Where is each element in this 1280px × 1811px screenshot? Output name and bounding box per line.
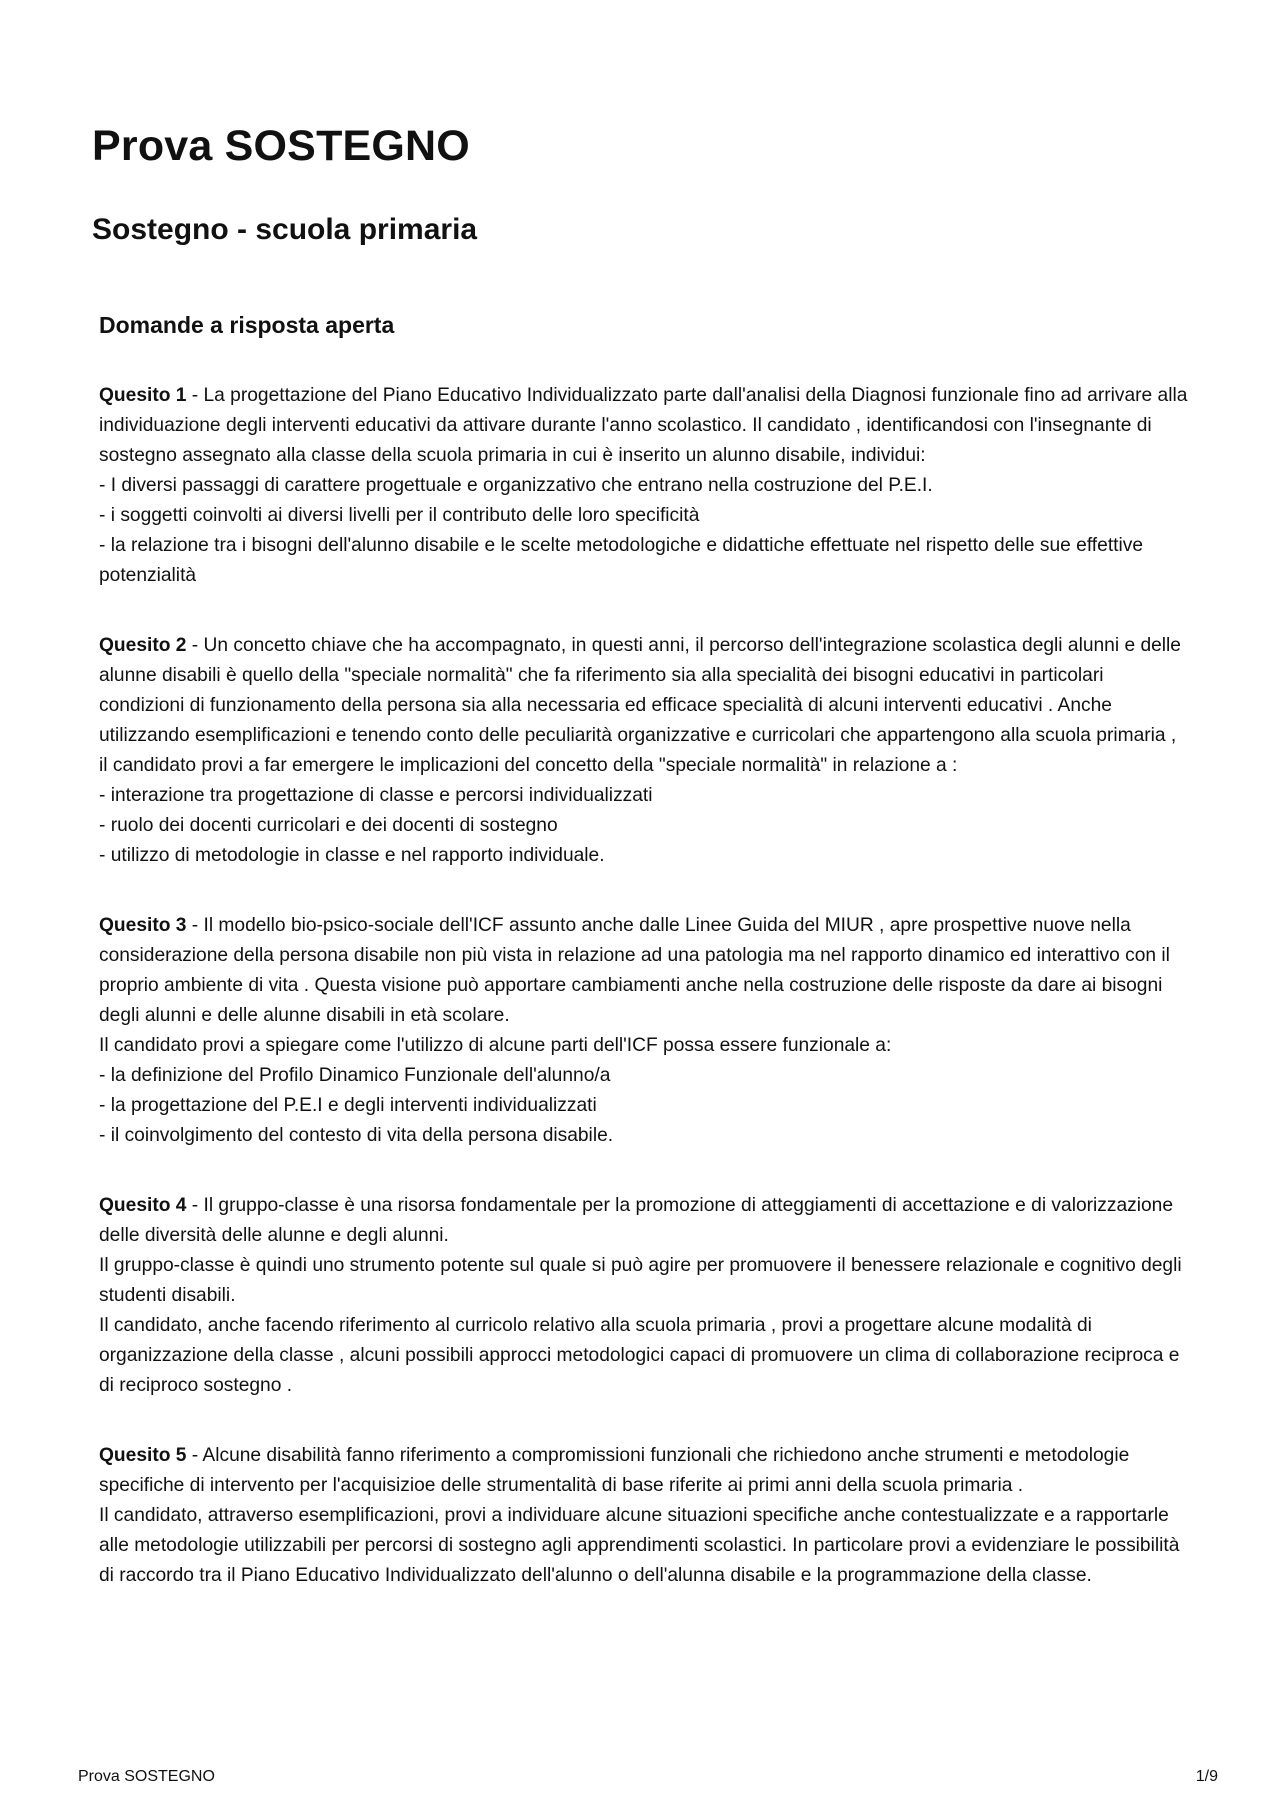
footer-document-title: Prova SOSTEGNO xyxy=(78,1768,215,1785)
question-line: Il candidato, attraverso esemplificazioni, provi a individuare alcune situazioni specifiche anche contestualizzate e a rapportarle alle metodologie utilizzabili per percorsi di sostegno agli apprendimenti scolastici. In particolare provi a evidenziare le possibilità di raccordo tra il Piano Educativo Individualizzato dell'alunno o dell'alunna disabile e la programmazione della classe. xyxy=(99,1505,1180,1586)
question-text: - Alcune disabilità fanno riferimento a compromissioni funzionali che richiedono anche strumenti e metodologie specifiche di intervento per l'acquisizioe delle strumentalità di base riferite ai primi anni della scuola primaria . xyxy=(99,1445,1130,1496)
question-label: Quesito 5 xyxy=(99,1445,187,1466)
question-text: - Un concetto chiave che ha accompagnato, in questi anni, il percorso dell'integrazione scolastica degli alunni e delle alunne disabili è quello della "speciale normalità" che fa riferimento sia alla specialità dei bisogni educativi in particolari condizioni di funzionamento della persona sia alla necessaria ed efficace specialità di alcuni interventi educativi . Anche utilizzando esemplificazioni e tenendo conto delle peculiarità organizzative e curricolari che appartengono alla scuola primaria , il candidato provi a far emergere le implicazioni del concetto della "speciale normalità" in relazione a : xyxy=(99,635,1181,776)
question-line: - la definizione del Profilo Dinamico Funzionale dell'alunno/a xyxy=(99,1065,611,1086)
question-label: Quesito 3 xyxy=(99,915,187,936)
footer-page-number: 1/9 xyxy=(1195,1768,1218,1785)
question-line: Il gruppo-classe è quindi uno strumento potente sul quale si può agire per promuovere il benessere relazionale e cognitivo degli studenti disabili. xyxy=(99,1255,1182,1306)
question-line: - interazione tra progettazione di classe e percorsi individualizzati xyxy=(99,785,653,806)
questions-list xyxy=(99,381,1189,1631)
section-heading: Domande a risposta aperta xyxy=(99,312,395,338)
question-line: - ruolo dei docenti curricolari e dei docenti di sostegno xyxy=(99,815,558,836)
question-4 xyxy=(99,1191,1189,1401)
question-text: - La progettazione del Piano Educativo Individualizzato parte dall'analisi della Diagnosi funzionale fino ad arrivare alla individuazione degli interventi educativi da attivare durante l'anno scolastico. Il candidato , identificandosi con l'insegnante di sostegno assegnato alla classe della scuola primaria in cui è inserito un alunno disabile, individui: xyxy=(99,385,1188,466)
question-line: - la progettazione del P.E.I e degli interventi individualizzati xyxy=(99,1095,597,1116)
document-title: Prova SOSTEGNO xyxy=(92,122,470,170)
question-line: Il candidato, anche facendo riferimento al curricolo relativo alla scuola primaria , provi a progettare alcune modalità di organizzazione della classe , alcuni possibili approcci metodologici capaci di promuovere un clima di collaborazione reciproca e di reciproco sostegno . xyxy=(99,1315,1180,1396)
question-text: - Il modello bio-psico-sociale dell'ICF assunto anche dalle Linee Guida del MIUR , apre prospettive nuove nella considerazione della persona disabile non più vista in relazione ad una patologia ma nel rapporto dinamico ed interattivo con il proprio ambiente di vita . Questa visione può apportare cambiamenti anche nella costruzione delle risposte da dare ai bisogni degli alunni e delle alunne disabili in età scolare. xyxy=(99,915,1170,1026)
question-line: - la relazione tra i bisogni dell'alunno disabile e le scelte metodologiche e didattiche effettuate nel rispetto delle sue effettive potenzialità xyxy=(99,535,1144,586)
question-3 xyxy=(99,911,1189,1151)
question-2 xyxy=(99,631,1189,871)
question-text: - Il gruppo-classe è una risorsa fondamentale per la promozione di atteggiamenti di accettazione e di valorizzazione delle diversità delle alunne e degli alunni. xyxy=(99,1195,1174,1246)
question-line: Il candidato provi a spiegare come l'utilizzo di alcune parti dell'ICF possa essere funzionale a: xyxy=(99,1035,892,1056)
question-line: - I diversi passaggi di carattere progettuale e organizzativo che entrano nella costruzione del P.E.I. xyxy=(99,475,933,496)
question-label: Quesito 1 xyxy=(99,385,187,406)
question-label: Quesito 2 xyxy=(99,635,187,656)
question-line: - utilizzo di metodologie in classe e nel rapporto individuale. xyxy=(99,845,605,866)
question-5 xyxy=(99,1441,1189,1591)
question-label: Quesito 4 xyxy=(99,1195,187,1216)
question-line: - il coinvolgimento del contesto di vita della persona disabile. xyxy=(99,1125,614,1146)
question-line: - i soggetti coinvolti ai diversi livelli per il contributo delle loro specificità xyxy=(99,505,700,526)
question-1 xyxy=(99,381,1189,591)
document-subtitle: Sostegno - scuola primaria xyxy=(92,213,478,246)
